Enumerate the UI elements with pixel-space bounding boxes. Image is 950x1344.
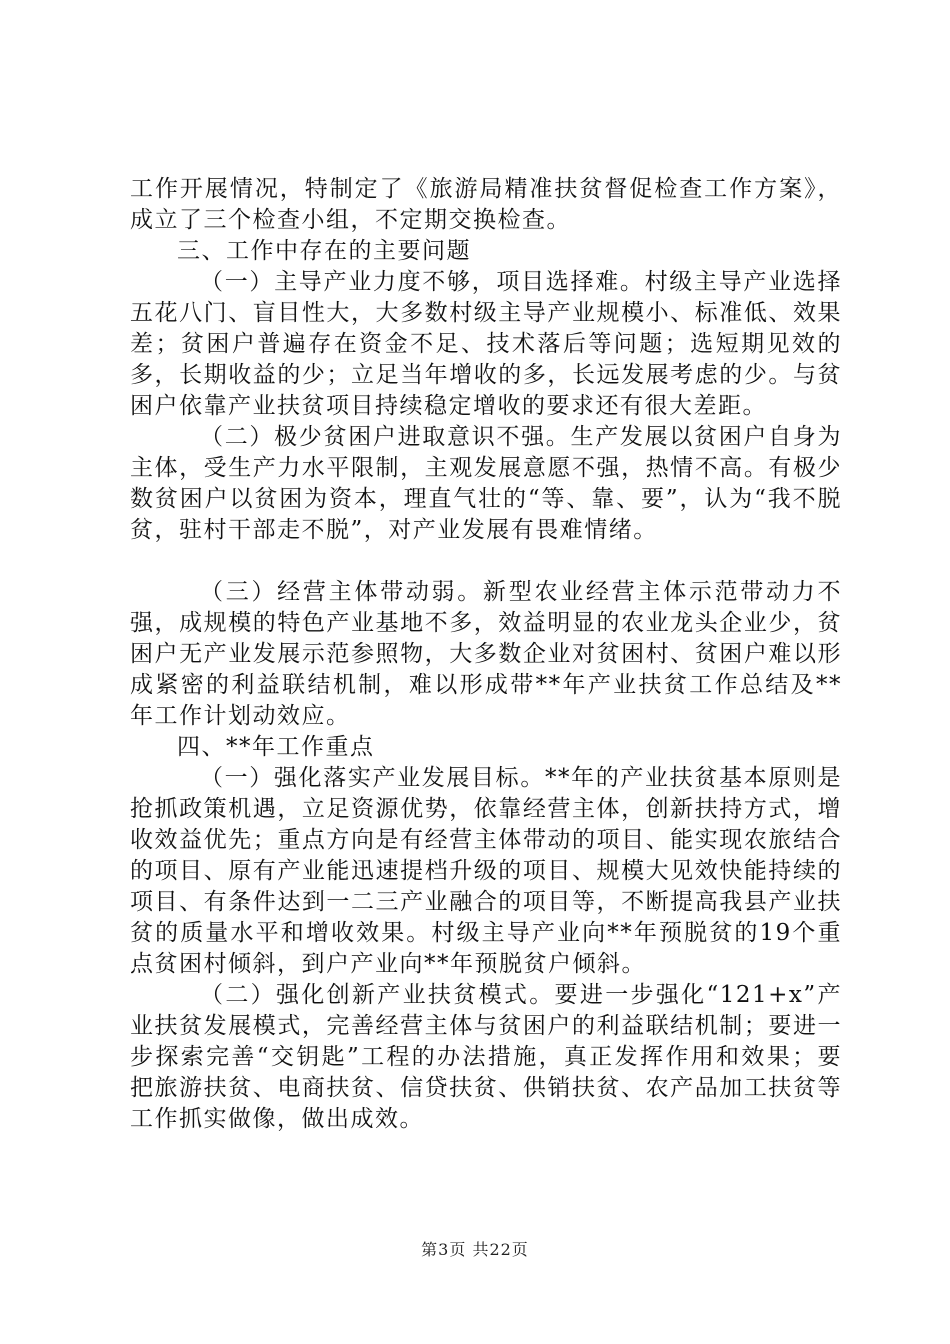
paragraph-continuation: 工作开展情况，特制定了《旅游局精准扶贫督促检查工作方案》，成立了三个检查小组，不定期交换检查。 — [130, 176, 842, 233]
paragraph-problem-3: （三）经营主体带动弱。新型农业经营主体示范带动力不强，成规模的特色产业基地不多，效益明显的农业龙头企业少，贫困户无产业发展示范参照物，大多数企业对贫困村、贫困户难以形成紧密的利益联结机制，难以形成带**年产业扶贫工作总结及**年工作计划动效应。 — [130, 579, 842, 729]
paragraph-priority-1: （一）强化落实产业发展目标。**年的产业扶贫基本原则是抢抓政策机遇，立足资源优势，依靠经营主体，创新扶持方式，增收效益优先；重点方向是有经营主体带动的项目、能实现农旅结合的项目、原有产业能迅速提档升级的项目、规模大见效快能持续的项目、有条件达到一二三产业融合的项目等，不断提高我县产业扶贫的质量水平和增收效果。村级主导产业向**年预脱贫的19个重点贫困村倾斜，到户产业向**年预脱贫户倾斜。 — [130, 765, 842, 977]
section-heading-priorities: 四、**年工作重点 — [177, 734, 375, 760]
paragraph-priority-2: （二）强化创新产业扶贫模式。要进一步强化“121+x”产业扶贫发展模式，完善经营主体与贫困户的利益联结机制；要进一步探索完善“交钥匙”工程的办法措施，真正发挥作用和效果；要把旅游扶贫、电商扶贫、信贷扶贫、供销扶贫、农产品加工扶贫等工作抓实做像，做出成效。 — [130, 982, 842, 1132]
page-footer — [0, 1240, 950, 1260]
section-heading-problems: 三、工作中存在的主要问题 — [177, 238, 471, 264]
paragraph-problem-1: （一）主导产业力度不够，项目选择难。村级主导产业选择五花八门、盲目性大，大多数村级主导产业规模小、标准低、效果差；贫困户普遍存在资金不足、技术落后等问题；选短期见效的多，长期收益的少；立足当年增收的多，长远发展考虑的少。与贫困户依靠产业扶贫项目持续稳定增收的要求还有很大差距。 — [130, 269, 842, 419]
document-body — [130, 174, 842, 1135]
paragraph-problem-2: （二）极少贫困户进取意识不强。生产发展以贫困户自身为主体，受生产力水平限制，主观发展意愿不强，热情不高。有极少数贫困户以贫困为资本，理直气壮的“等、靠、要”，认为“我不脱贫，驻村干部走不脱”，对产业发展有畏难情绪。 — [130, 424, 842, 543]
paragraph-gap — [130, 546, 842, 577]
page-number-label: 第3页 共22页 — [421, 1240, 529, 1259]
